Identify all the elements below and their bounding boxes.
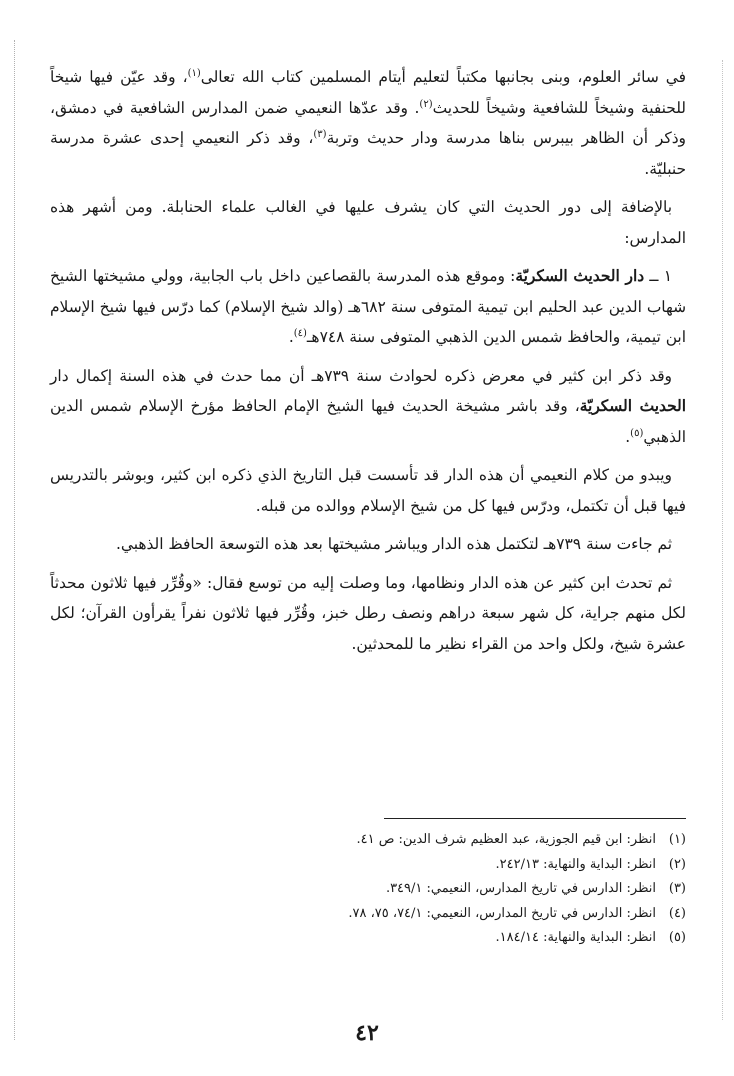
footnotes (120, 828, 686, 951)
footnote-number: (٣) (668, 881, 686, 897)
paragraph (50, 261, 686, 353)
paragraph-text: ويبدو من كلام النعيمي أن هذه الدار قد تأسست قبل التاريخ الذي ذكره ابن كثير، وبوشر بالتدريس فيها قبل أن تكتمل، ودرّس فيها كل من شيخ الإسلام ووالده من قبله. (50, 466, 686, 515)
paragraph-text: ثم تحدث ابن كثير عن هذه الدار ونظامها، وما وصلت إليه من توسع فقال: «وقُرِّر فيها ثلاثون محدثاً لكل منهم جراية، كل شهر سبعة دراهم ونصف رطل خبز، وقُرِّر فيها ثلاثون نفراً يقرأون القرآن؛ لكل عشرة شيخ، ولكل واحد من القراء نظير ما للمحدثين. (50, 573, 686, 653)
footnote (120, 926, 686, 951)
footnote-number: (٥) (668, 930, 686, 946)
footnote-marker: (٢) (419, 98, 433, 110)
footnote (120, 877, 686, 902)
paragraph (50, 568, 686, 660)
footnote-number: (٢) (668, 856, 686, 872)
paragraph-text: بالإضافة إلى دور الحديث التي كان يشرف عليها في الغالب علماء الحنابلة. ومن أشهر هذه المدارس: (50, 198, 686, 247)
footnote-marker: (٤) (293, 327, 307, 339)
page-edge-dotted-line (14, 40, 15, 1040)
footnote (120, 828, 686, 853)
paragraph-text: ثم جاءت سنة ٧٣٩هـ لتكتمل هذه الدار ويباشر مشيختها بعد هذه التوسعة الحافظ الذهبي. (115, 535, 672, 553)
paragraph-text: ، وقد ذكر النعيمي إحدى عشرة مدرسة حنبليّة. (50, 129, 686, 178)
footnote-text: انظر: الدارس في تاريخ المدارس، النعيمي: ٧٤/١، ٧٥، ٧٨. (348, 905, 656, 921)
footnote-number: (٤) (668, 905, 686, 921)
paragraph-text: وقد ذكر ابن كثير في معرض ذكره لحوادث سنة ٧٣٩هـ أن مما حدث في هذه السنة إكمال دار (50, 366, 672, 385)
page-edge-dotted-line-right (722, 60, 723, 1020)
footnote (120, 853, 686, 878)
footnote-text: انظر: البداية والنهاية: ١٨٤/١٤. (495, 930, 656, 946)
footnote-text: انظر: البداية والنهاية: ٢٤٢/١٣. (495, 856, 656, 872)
main-text (50, 62, 686, 667)
paragraph-text: ١ ــ (644, 267, 672, 285)
paragraph-text: ، وقد باشر مشيخة الحديث فيها الشيخ الإمام الحافظ مؤرخ الإسلام شمس الدين الذهبي (50, 397, 686, 446)
paragraph-text: . وقد عدّها النعيمي ضمن المدارس الشافعية في دمشق، وذكر أن الظاهر بيبرس بناها مدرسة ودار حديث وتربة (50, 98, 686, 147)
footnote-marker: (٣) (313, 128, 327, 140)
footnote (120, 902, 686, 927)
footnote-separator (384, 818, 686, 819)
footnote-marker: (٥) (630, 427, 644, 439)
paragraph (50, 361, 686, 453)
bold-heading-text: الحديث السكريّة (579, 397, 686, 415)
paragraph (50, 192, 686, 253)
paragraph-text: . (288, 328, 294, 346)
paragraph (50, 62, 686, 184)
footnote-marker: (١) (187, 67, 201, 79)
paragraph-text: ، وقد عيّن فيها شيخاً للحنفية وشيخاً للشافعية وشيخاً للحديث (50, 68, 686, 117)
footnote-number: (١) (668, 832, 686, 847)
paragraph (50, 460, 686, 521)
footnote-text: انظر: الدارس في تاريخ المدارس، النعيمي: ٣٤٩/١. (385, 881, 656, 897)
paragraph-text: . (625, 427, 631, 446)
footnote-text: انظر: ابن قيم الجوزية، عبد العظيم شرف الدين: ص ٤١. (356, 832, 656, 847)
bold-heading-text: دار الحديث السكريّة (515, 267, 645, 285)
page-number: ٤٢ (355, 1020, 379, 1046)
paragraph-text: : وموقع هذه المدرسة بالقصاعين داخل باب الجابية، وولي مشيختها الشيخ شهاب الدين عبد الحليم ابن تيمية المتوفى سنة ٦٨٢هـ (والد شيخ الإسلام) كما درّس فيها شيخ الإسلام ابن تيمية، والحافظ شمس الدين الذهبي المتوفى سنة ٧٤٨هـ (50, 267, 686, 346)
paragraph-text: في سائر العلوم، وبنى بجانبها مكتباً لتعليم أيتام المسلمين كتاب الله تعالى (200, 68, 686, 86)
paragraph (50, 529, 686, 560)
